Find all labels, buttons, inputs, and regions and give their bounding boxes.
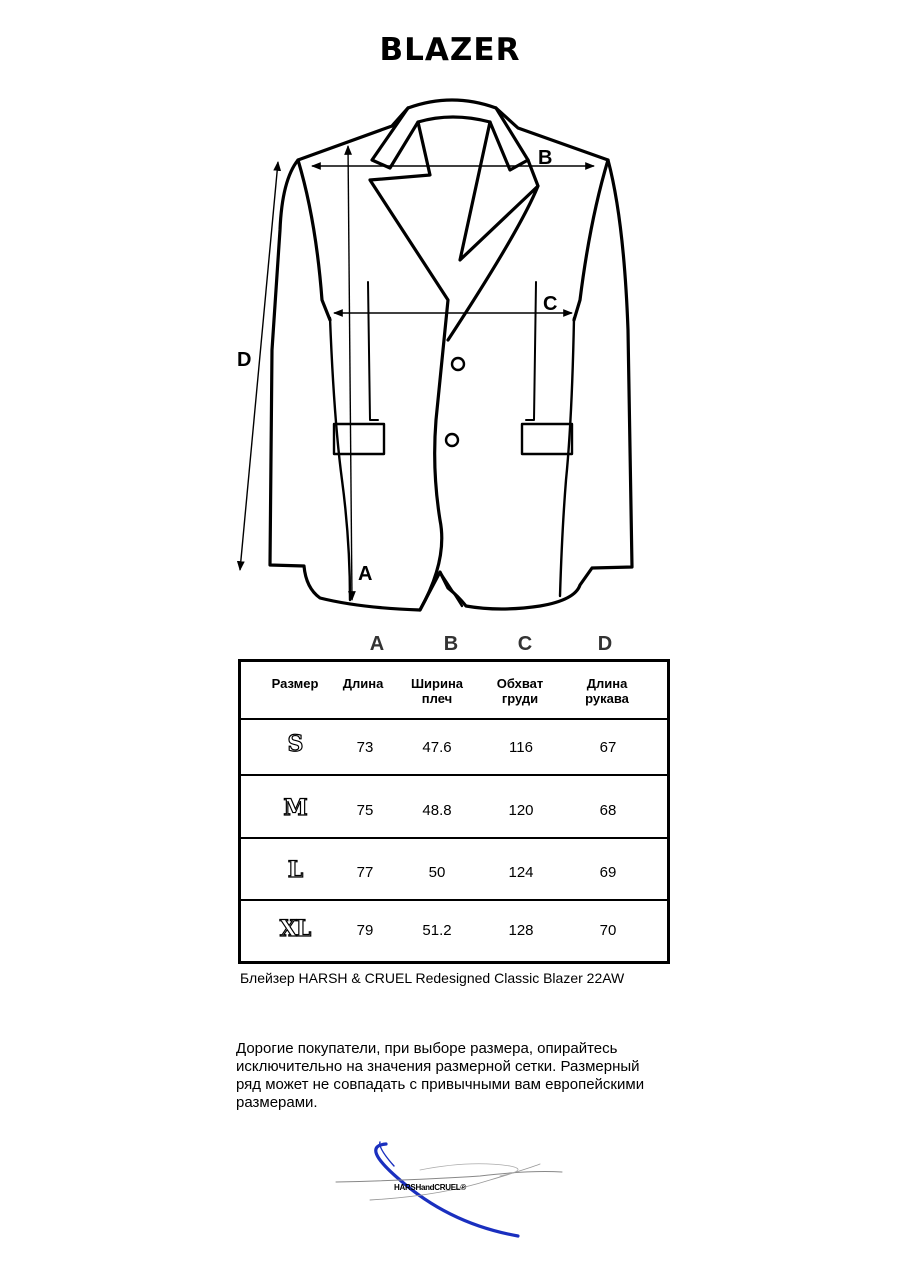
- value-chest: 128: [508, 922, 534, 939]
- blazer-diagram: [0, 0, 900, 630]
- table-header-row: [241, 662, 667, 718]
- dimension-arrows: [240, 146, 594, 600]
- size-label: XL: [279, 916, 311, 942]
- logo-text: HARSHandCRUEL®: [394, 1183, 466, 1192]
- table-row: [241, 775, 667, 837]
- value-chest: 120: [508, 802, 534, 819]
- size-label: M: [283, 795, 307, 821]
- value-length: 77: [356, 864, 374, 881]
- table-row: [241, 900, 667, 961]
- size-label: S: [287, 731, 303, 757]
- value-sleeve: 67: [599, 739, 617, 756]
- brand-logo: [330, 1140, 570, 1240]
- header-chest: Обхват груди: [496, 676, 544, 706]
- header-sleeve: Длина рукава: [585, 676, 629, 706]
- column-letter-c: C: [517, 633, 533, 655]
- label-d: D: [237, 349, 252, 371]
- label-c: C: [543, 293, 558, 315]
- header-size: Размер: [271, 676, 319, 691]
- sizing-note: Дорогие покупатели, при выборе размера, опирайтесь исключительно на значения размерной сетки. Размерный ряд может не совпадать с привычными вам европейскими размерами.: [236, 1040, 645, 1111]
- header-shoulders: Ширина плеч: [410, 676, 464, 706]
- value-length: 79: [356, 922, 374, 939]
- table-row: [241, 719, 667, 774]
- label-a: A: [358, 563, 373, 585]
- column-letters: [0, 633, 900, 657]
- value-shoulders: 50: [428, 864, 446, 881]
- value-shoulders: 47.6: [422, 739, 452, 756]
- blazer-outline: [270, 100, 632, 610]
- value-sleeve: 69: [599, 864, 617, 881]
- size-label: L: [287, 857, 303, 883]
- size-table: [238, 659, 670, 964]
- column-letter-d: D: [597, 633, 613, 655]
- column-letter-a: A: [369, 633, 385, 655]
- value-chest: 116: [509, 739, 533, 756]
- value-shoulders: 48.8: [422, 802, 452, 819]
- header-length: Длина: [342, 676, 384, 691]
- value-length: 73: [356, 739, 374, 756]
- value-sleeve: 70: [599, 922, 617, 939]
- value-length: 75: [356, 802, 374, 819]
- page-title: BLAZER: [379, 32, 521, 68]
- column-letter-b: B: [443, 633, 459, 655]
- table-row: [241, 838, 667, 899]
- value-sleeve: 68: [599, 802, 617, 819]
- value-shoulders: 51.2: [422, 922, 452, 939]
- label-b: B: [538, 147, 553, 169]
- value-chest: 124: [508, 864, 534, 881]
- product-caption: Блейзер HARSH & CRUEL Redesigned Classic Blazer 22AW: [240, 970, 625, 986]
